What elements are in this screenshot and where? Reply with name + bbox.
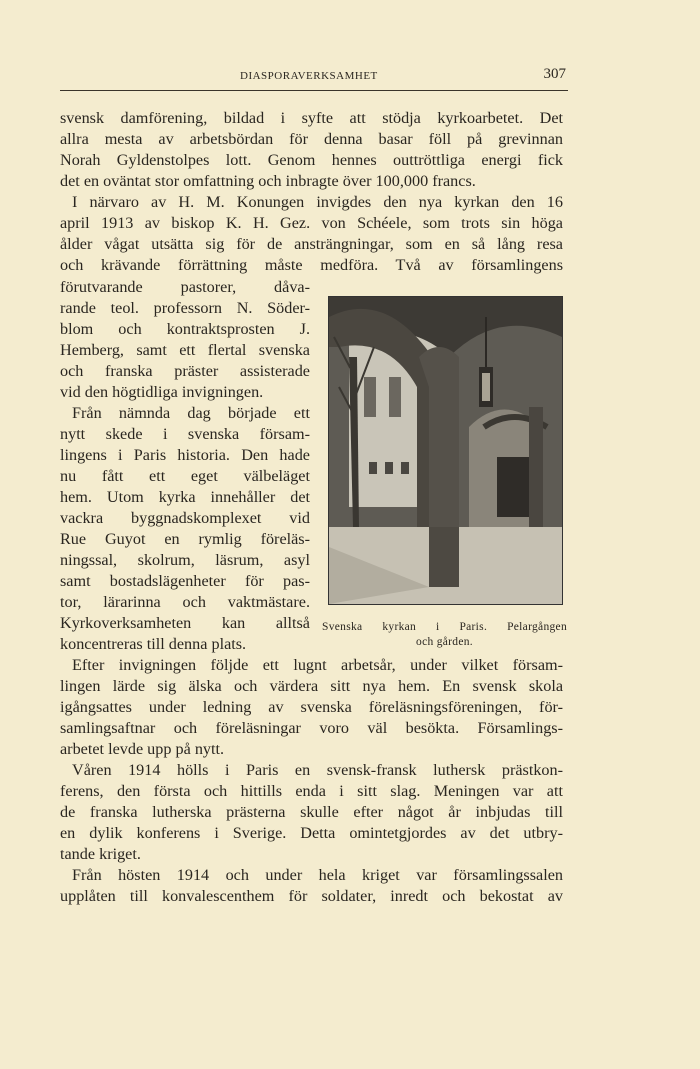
text-line: tor, lärarinna och vaktmästare. xyxy=(60,593,310,611)
text-line: de franska lutherska prästerna skulle efter något år inbjudas till xyxy=(60,803,563,821)
text-line: vid den högtidliga invigningen. xyxy=(60,383,264,401)
page-header xyxy=(60,66,568,91)
text-line: ålder vågat utsätta sig för de ansträngningar, som en så lång resa xyxy=(60,235,563,253)
text-line: blom och kontraktsprosten J. xyxy=(60,320,310,338)
church-photo xyxy=(328,296,563,605)
text-line: samlingsaftnar och föreläsningar voro väl besökta. Församlings- xyxy=(60,719,563,737)
text-line: april 1913 av biskop K. H. Gez. von Schéele, som trots sin höga xyxy=(60,214,563,232)
text-line: vackra byggnadskomplexet vid xyxy=(60,509,310,527)
text-line: ningssal, skolrum, läsrum, asyl xyxy=(60,551,310,569)
page-number: 307 xyxy=(543,66,566,82)
figure-caption: Svenska kyrkan i Paris. Pelargången xyxy=(322,621,567,633)
text-line: svensk damförening, bildad i syfte att stödja kyrkoarbetet. Det xyxy=(60,109,563,127)
text-line: en dylik konferens i Sverige. Detta omintetgjordes av det utbry- xyxy=(60,824,563,842)
text-line: och franska präster assisterade xyxy=(60,362,310,380)
text-line: igångsattes under ledning av svenska föreläsningsföreningen, för- xyxy=(60,698,563,716)
text-line: I närvaro av H. M. Konungen invigdes den nya kyrkan den 16 xyxy=(72,193,563,211)
text-line: Kyrkoverksamheten kan alltså xyxy=(60,614,310,632)
text-line: Rue Guyot en rymlig föreläs- xyxy=(60,530,310,548)
text-line: det en oväntat stor omfattning och inbragte över 100,000 francs. xyxy=(60,172,476,190)
text-line: Från hösten 1914 och under hela kriget var församlingssalen xyxy=(72,866,563,884)
text-line: och krävande förrättning måste medföra. Två av församlingens xyxy=(60,256,563,274)
text-line: upplåten till konvalescenthem för soldater, inredt och bekostat av xyxy=(60,887,563,905)
text-line: lingens i Paris historia. Den hade xyxy=(60,446,310,464)
text-line: Norah Gyldenstolpes lott. Genom hennes outtröttliga energi fick xyxy=(60,151,563,169)
text-line: hem. Utom kyrka innehåller det xyxy=(60,488,310,506)
text-line: tande kriget. xyxy=(60,845,141,863)
text-line: nytt skede i svenska försam- xyxy=(60,425,310,443)
text-line: arbetet levde upp på nytt. xyxy=(60,740,225,758)
text-line: lingen lärde sig älska och värdera sitt nya hem. En svensk skola xyxy=(60,677,563,695)
text-line: Hemberg, samt ett flertal svenska xyxy=(60,341,310,359)
text-line: allra mesta av arbetsbördan för denna basar föll på grevinnan xyxy=(60,130,563,148)
text-line: Efter invigningen följde ett lugnt arbetsår, under vilket försam- xyxy=(72,656,563,674)
running-head: DIASPORAVERKSAMHET xyxy=(240,70,378,82)
text-line: rande teol. professorn N. Söder- xyxy=(60,299,310,317)
text-line: förutvarande pastorer, dåva- xyxy=(60,278,310,296)
text-line: koncentreras till denna plats. xyxy=(60,635,247,653)
text-line: ferens, den första och hittills enda i sitt slag. Meningen var att xyxy=(60,782,563,800)
text-line: samt bostadslägenheter för pas- xyxy=(60,572,310,590)
figure-caption-continued: och gården. xyxy=(416,636,473,648)
text-line: Våren 1914 hölls i Paris en svensk-fransk luthersk prästkon- xyxy=(72,761,563,779)
text-line: nu fått ett eget välbeläget xyxy=(60,467,310,485)
text-line: Från nämnda dag började ett xyxy=(72,404,310,422)
